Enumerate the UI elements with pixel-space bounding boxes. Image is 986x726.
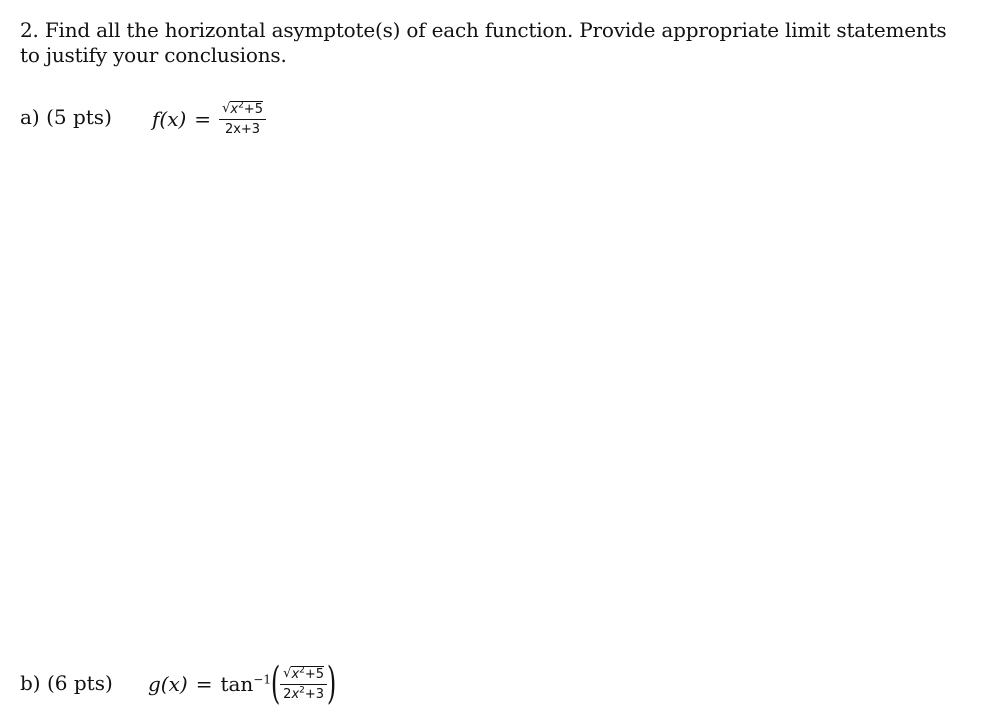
part-a-fraction [219, 101, 266, 138]
right-paren-icon: ) [326, 658, 337, 709]
sqrt-icon: √ [283, 665, 292, 681]
part-a-label: a) (5 pts) [20, 105, 112, 129]
part-b-equals: = [195, 672, 213, 696]
part-b-fraction [280, 666, 327, 703]
part-b-label: b) (6 pts) [20, 671, 113, 695]
part-b-denominator: $2x^2+3$ [283, 685, 325, 702]
part-b-numerator [280, 666, 327, 685]
part-a-denominator: 2x+3 [224, 121, 261, 137]
part-b-formula [148, 660, 336, 708]
part-b-sqrt [283, 666, 324, 681]
part-a-numerator [219, 101, 266, 120]
part-a-radicand: $x^2+5$ [230, 100, 263, 117]
left-paren-icon: ( [270, 658, 281, 709]
part-a-function-name: f(x) [152, 107, 187, 131]
part-b-arctan: $\tan^{-1}$ [220, 672, 271, 696]
part-a-sqrt [222, 101, 263, 116]
part-b-radicand: $x^2+5$ [291, 665, 325, 682]
problem-prompt: 2. Find all the horizontal asymptote(s) of each function. Provide appropriate limit statements to justify your conclusions. [20, 18, 947, 67]
part-b-function-name: g(x) [148, 672, 188, 696]
part-a-formula [152, 95, 266, 143]
sqrt-icon: √ [222, 100, 231, 116]
part-a-equals: = [194, 107, 212, 131]
